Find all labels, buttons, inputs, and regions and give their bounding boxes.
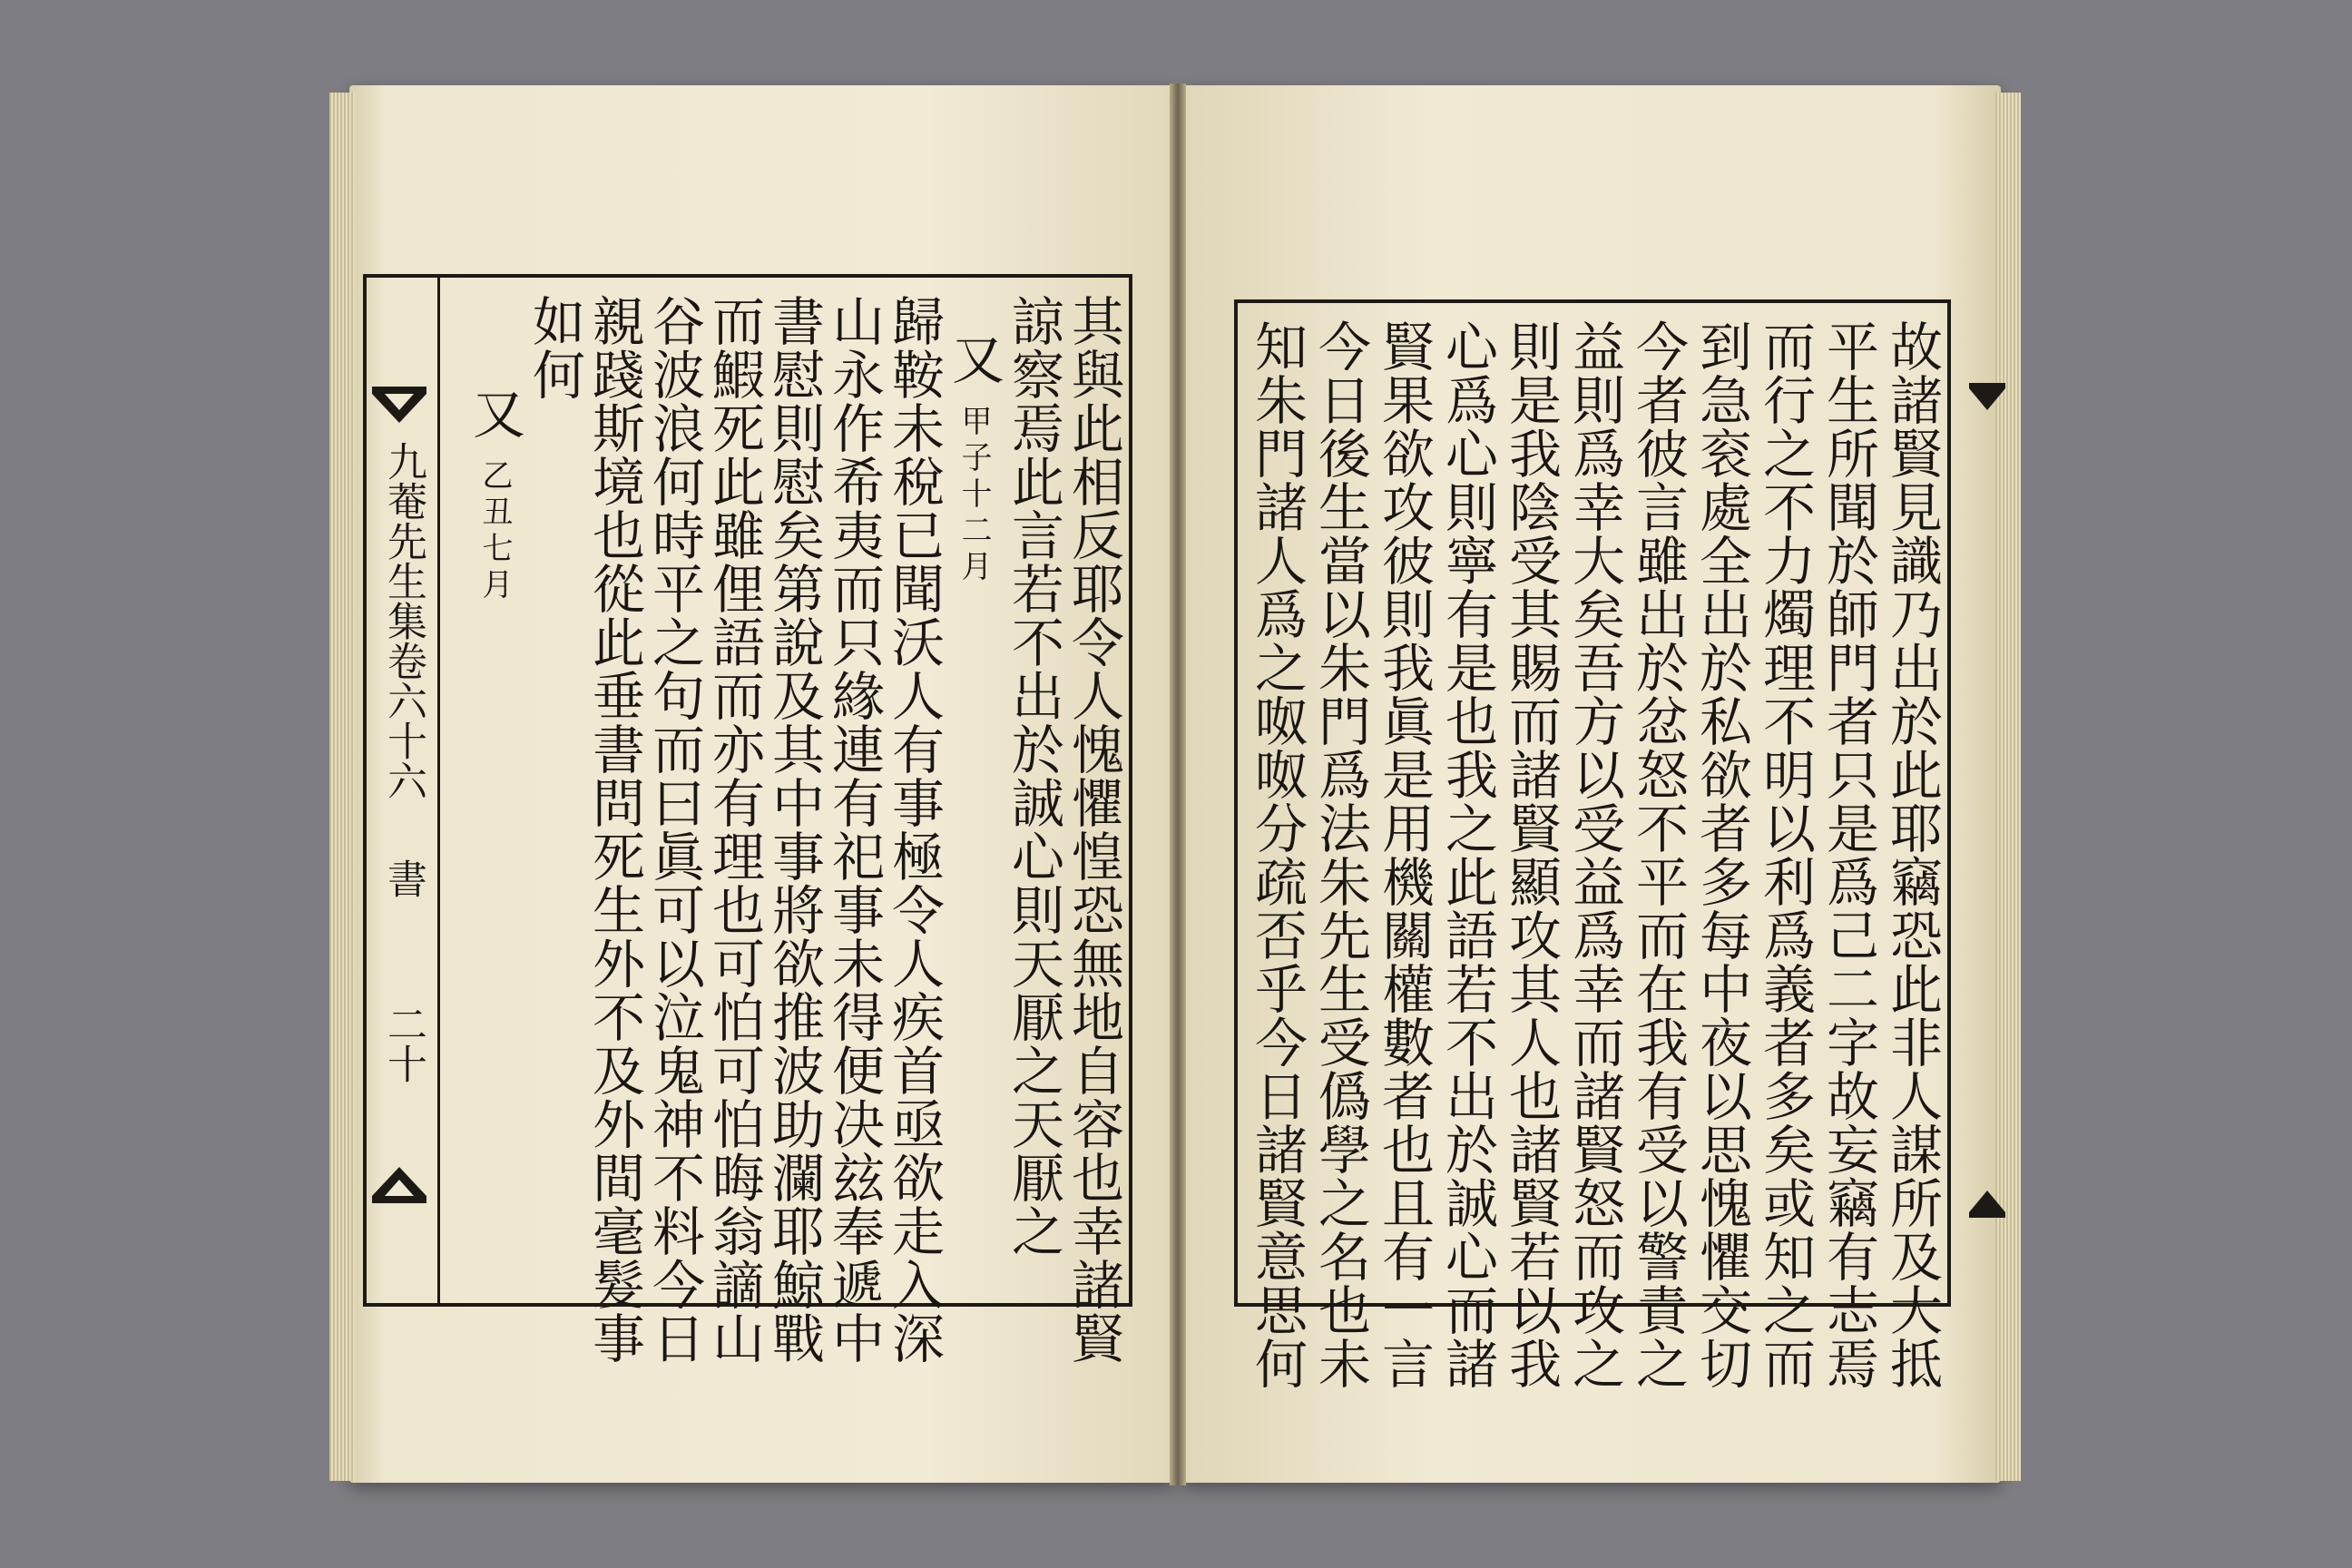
- right-text-frame: [1234, 299, 1951, 1390]
- letter-heading: 又: [943, 332, 1004, 386]
- text-column: 到急衮處全出於私欲者多每中夜以思愧懼交切: [1690, 319, 1752, 1390]
- text-column: 賢果欲攻彼則我眞是用機關權數者也且有一言: [1373, 319, 1435, 1390]
- text-column: 今者彼言雖出於忿怒不平而在我有受以警責之: [1627, 319, 1689, 1390]
- text-column: 諒察焉此言若不出於誠心則天厭之天厭之: [1003, 294, 1064, 1258]
- text-column: 谷波浪何時平之句而曰眞可以泣鬼神不料今日: [643, 294, 705, 1365]
- right-page-edges: [1995, 93, 2021, 1481]
- letter-heading: 又: [464, 387, 525, 440]
- section-label: 書: [380, 858, 426, 898]
- text-column: 而鰕死此雖俚語而亦有理也可怕可怕晦翁謫山: [703, 294, 765, 1365]
- block-center-margin: [365, 278, 440, 1303]
- text-column: 如何: [524, 294, 585, 401]
- collection-title: 九菴先生集卷六十六: [380, 441, 426, 800]
- letter-date: 乙丑七月: [476, 459, 513, 604]
- text-column: 其與此相反耶令人愧懼惶恐無地自容也幸諸賢: [1063, 294, 1124, 1365]
- text-column: 則是我陰受其賜而諸賢顯攻其人也諸賢若以我: [1500, 319, 1562, 1390]
- fish-tail-mark-lower: [372, 1167, 426, 1203]
- text-column: 心爲心則寧有是也我之此語若不出於誠心而諸: [1436, 319, 1498, 1390]
- fish-tail-mark-upper: [372, 387, 426, 423]
- text-column: 益則爲幸大矣吾方以受益爲幸而諸賢怒而攻之: [1563, 319, 1625, 1390]
- binding-mark-upper: [1969, 383, 2005, 410]
- folio-number: 二十: [380, 1004, 426, 1083]
- text-column: 故諸賢見識乃出於此耶竊恐此非人謀所及大抵: [1881, 319, 1943, 1390]
- binding-mark-lower: [1969, 1191, 2005, 1218]
- letter-date: 甲子十二月: [956, 405, 992, 586]
- text-column: 今日後生當以朱門爲法朱先生受僞學之名也未: [1309, 319, 1371, 1390]
- text-column: 而行之不力燭理不明以利爲義者多矣或知之而: [1754, 319, 1816, 1390]
- book-spine: [1170, 83, 1186, 1485]
- text-column: 親踐斯境也從此垂書問死生外不及外間毫髮事: [583, 294, 645, 1365]
- open-book: [322, 74, 2028, 1490]
- text-column: 平生所聞於師門者只是爲己二字故妄竊有志焉: [1818, 319, 1879, 1390]
- text-column: 山永作希夷而只緣連有祀事未得便决玆奉遞中: [823, 294, 885, 1365]
- left-text-frame: [363, 274, 1132, 1365]
- text-column: 歸鞍未稅已聞沃人有事極令人疾首亟欲走入深: [883, 294, 945, 1365]
- text-column: 知朱門諸人爲之呶呶分疏否乎今日諸賢意思何: [1246, 319, 1308, 1390]
- text-column: 書慰則慰矣第說及其中事將欲推波助瀾耶鯨戰: [763, 294, 825, 1365]
- left-page-edges: [329, 93, 355, 1481]
